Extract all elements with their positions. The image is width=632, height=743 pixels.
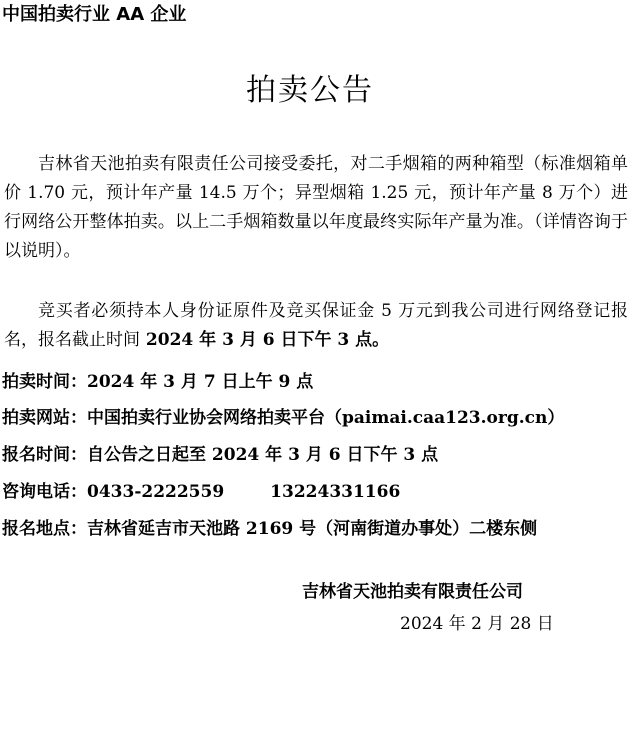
paragraph-2-text: 竞买者必须持本人身份证原件及竞买保证金 5 万元到我公司进行网络登记报名，报名截止时间	[4, 301, 628, 350]
signature-company: 吉林省天池拍卖有限责任公司	[302, 582, 523, 602]
registration-time-line	[2, 443, 438, 467]
auction-site-label: 拍卖网站：	[2, 408, 87, 428]
phone-line	[2, 480, 400, 504]
auction-time-label: 拍卖时间：	[2, 372, 87, 392]
registration-time-value: 自公告之日起至 2024 年 3 月 6 日下午 3 点	[87, 445, 439, 465]
phone-label: 咨询电话：	[2, 482, 87, 502]
registration-time-label: 报名时间：	[2, 445, 87, 465]
auction-time-value: 2024 年 3 月 7 日上午 9 点	[87, 372, 314, 392]
auction-time-line	[2, 370, 313, 394]
auction-site-line	[2, 406, 564, 430]
registration-place-value: 吉林省延吉市天池路 2169 号（河南街道办事处）二楼东侧	[87, 519, 538, 539]
registration-deadline: 2024 年 3 月 6 日下午 3 点。	[140, 330, 390, 350]
header-label: 中国拍卖行业 AA 企业	[2, 4, 187, 25]
announcement-paragraph-2	[4, 297, 628, 355]
signature-date: 2024 年 2 月 28 日	[400, 614, 554, 634]
announcement-paragraph-1: 吉林省天池拍卖有限责任公司接受委托，对二手烟箱的两种箱型（标准烟箱单价 1.70 元，预计年产量 14.5 万个；异型烟箱 1.25 元，预计年产量 8 万个）进行网络公开整体拍卖。以上二手烟箱数量以年度最终实际年产量为准。（详情咨询于以说明）。	[4, 154, 628, 261]
phone-number-2: 13224331166	[270, 482, 401, 502]
page-title: 拍卖公告	[246, 73, 374, 108]
registration-place-label: 报名地点：	[2, 519, 87, 539]
registration-place-line	[2, 517, 537, 541]
auction-site-value: 中国拍卖行业协会网络拍卖平台（paimai.caa123.org.cn）	[87, 408, 565, 428]
phone-number-1: 0433-2222559	[87, 482, 225, 502]
